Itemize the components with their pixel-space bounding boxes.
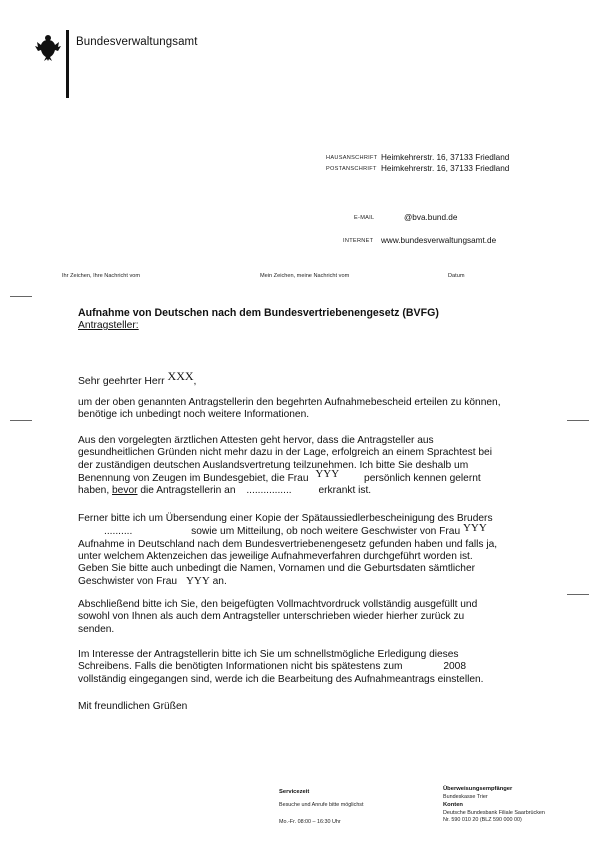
paragraph-3: Ferner bitte ich um Übersendung einer Kopie der Spätaussiedlerbescheinigung des Bruders .......... sowie um Mitteilung, ob noch weitere Geschwister von Frau YYY Aufnahme in Deutschland nach dem Bundesvertriebenengesetz gefunden haben und falls ja, unter welchem Aktenzeichen das jeweilige Aufnahmeverfahren durchgeführt worden ist. Geben Sie bitte auch unbedingt die Namen, Vornamen und die Geburtsdaten sämtlicher Geschwister von Frau YYY an.	[78, 513, 498, 588]
bank-line-2: Deutsche Bundesbank Filiale Saarbrücken	[443, 810, 545, 816]
email-value: @bva.bund.de	[404, 213, 458, 222]
paragraph-2: Aus den vorgelegten ärztlichen Attesten geht hervor, dass die Antragsteller aus gesundheitlichen Gründen nicht mehr dazu in der Lage, erfolgreich an einem Sprachtest bei der zuständigen deutschen Auslandsvertretung teilzunehmen. Ich bitte Sie deshalb um Benennung von Zeugen im Bundesgebiet, die Frau YYY persönlich kennen gelernt haben, bevor die Antragstellerin an ................ erkrankt ist.	[78, 435, 492, 497]
paragraph-1: um der oben genannten Antragstellerin den begehrten Aufnahmebescheid erteilen zu können, benötige ich unbedingt noch weitere Informationen.	[78, 397, 501, 421]
bank-line-1: Bundeskasse Trier	[443, 794, 488, 800]
salutation: Sehr geehrter Herr XXX,	[78, 369, 197, 387]
punch-mark-right	[567, 420, 589, 421]
letterhead-bar	[66, 30, 69, 98]
person-name-2: YYY	[462, 522, 487, 535]
bank-line-3: Nr. 590 010 20 (BLZ 590 000 00)	[443, 817, 522, 823]
fold-mark-top	[10, 296, 32, 297]
applicant-label: Antragsteller:	[78, 320, 139, 331]
internet-value: www.bundesverwaltungsamt.de	[381, 236, 497, 245]
service-title: Servicezeit	[279, 789, 310, 795]
fold-mark-right	[567, 594, 589, 595]
federal-eagle-logo	[35, 32, 61, 62]
your-reference-label: Ihr Zeichen, Ihre Nachricht vom	[62, 273, 141, 279]
deadline-year: 2008	[443, 661, 466, 673]
postal-address-label: POSTANSCHRIFT	[326, 166, 377, 172]
closing: Mit freundlichen Grüßen	[78, 701, 188, 712]
email-label: E-MAIL	[354, 215, 375, 221]
house-address-label: HAUSANSCHRIFT	[326, 155, 378, 161]
bank-konten: Konten	[443, 802, 463, 808]
internet-label: INTERNET	[343, 238, 374, 244]
punch-mark	[10, 420, 32, 421]
paragraph-5: Im Interesse der Antragstellerin bitte ich Sie um schnellstmögliche Erledigung dieses Schreibens. Falls die benötigten Informationen nicht bis spätestens zum 2008 vollständig eingegangen sind, werde ich die Bearbeitung des Aufnahmeantrags einstellen.	[78, 649, 484, 685]
service-line-2: Mo.-Fr. 08:00 – 16:30 Uhr	[279, 819, 341, 825]
agency-name: Bundesverwaltungsamt	[76, 36, 198, 48]
house-address-value: Heimkehrerstr. 16, 37133 Friedland	[381, 153, 510, 162]
subject-title: Aufnahme von Deutschen nach dem Bundesvertriebenengesetz (BVFG)	[78, 307, 439, 319]
paragraph-4: Abschließend bitte ich Sie, den beigefügten Vollmachtvordruck vollständig ausgefüllt und sowohl von Ihnen als auch dem Antragsteller unterschrieben wieder hierher zurück zu senden.	[78, 599, 478, 635]
bank-title: Überweisungsempfänger	[443, 786, 513, 792]
service-line-1: Besuche und Anrufe bitte möglichst	[279, 802, 364, 808]
person-name: YYY	[315, 467, 340, 480]
postal-address-value: Heimkehrerstr. 16, 37133 Friedland	[381, 164, 510, 173]
date-label: Datum	[448, 273, 465, 279]
salutation-name: XXX	[167, 369, 194, 383]
person-name-3: YYY	[185, 575, 210, 588]
my-reference-label: Mein Zeichen, meine Nachricht vom	[260, 273, 350, 279]
